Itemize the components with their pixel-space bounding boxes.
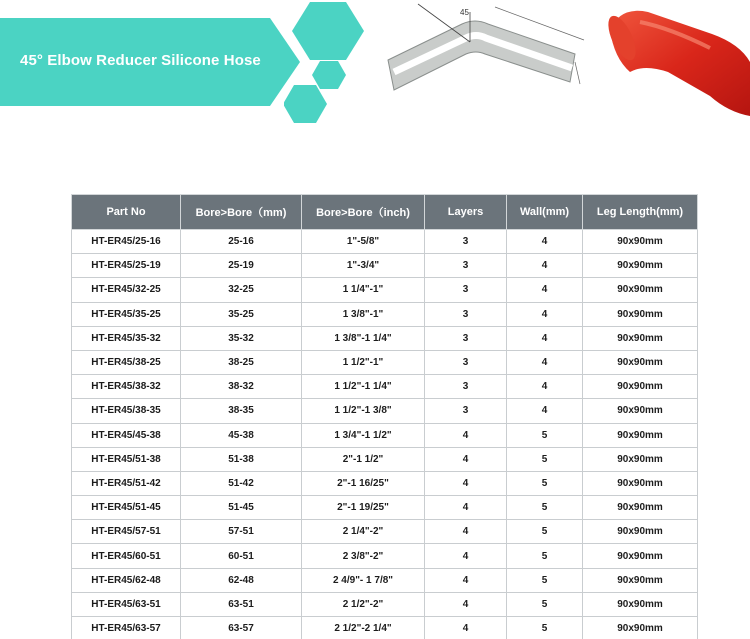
wall-cell: 5 [507, 520, 583, 544]
part-no-cell: HT-ER45/60-51 [72, 544, 181, 568]
layers-cell: 4 [425, 471, 507, 495]
bore-mm-cell: 63-51 [181, 592, 302, 616]
bore-inch-cell: 1 1/4"-1" [302, 278, 425, 302]
layers-cell: 4 [425, 617, 507, 639]
table-row [72, 326, 698, 350]
wall-cell: 4 [507, 375, 583, 399]
part-no-cell: HT-ER45/62-48 [72, 568, 181, 592]
table-row [72, 592, 698, 616]
layers-cell: 3 [425, 326, 507, 350]
table-row [72, 350, 698, 374]
leg-length-cell: 90x90mm [583, 230, 698, 254]
bore-inch-cell: 2 1/2"-2 1/4" [302, 617, 425, 639]
part-no-cell: HT-ER45/35-32 [72, 326, 181, 350]
table-row [72, 447, 698, 471]
bore-inch-cell: 2"-1 16/25" [302, 471, 425, 495]
bore-inch-cell: 2 1/2"-2" [302, 592, 425, 616]
bore-inch-cell: 2 1/4"-2" [302, 520, 425, 544]
part-no-cell: HT-ER45/45-38 [72, 423, 181, 447]
bore-mm-cell: 25-19 [181, 254, 302, 278]
bore-inch-cell: 1 3/8"-1 1/4" [302, 326, 425, 350]
hose-product-image [600, 0, 750, 120]
wall-cell: 5 [507, 568, 583, 592]
part-no-cell: HT-ER45/51-45 [72, 496, 181, 520]
bore-inch-cell: 1 1/2"-1 1/4" [302, 375, 425, 399]
layers-cell: 4 [425, 520, 507, 544]
wall-cell: 4 [507, 254, 583, 278]
leg-length-cell: 90x90mm [583, 423, 698, 447]
wall-cell: 4 [507, 350, 583, 374]
part-no-cell: HT-ER45/63-51 [72, 592, 181, 616]
table-row [72, 568, 698, 592]
bore-mm-cell: 38-35 [181, 399, 302, 423]
bore-mm-cell: 32-25 [181, 278, 302, 302]
col-header-wall: Wall(mm) [507, 195, 583, 230]
table-row [72, 496, 698, 520]
wall-cell: 4 [507, 302, 583, 326]
bore-inch-cell: 1 3/4"-1 1/2" [302, 423, 425, 447]
leg-length-cell: 90x90mm [583, 520, 698, 544]
layers-cell: 3 [425, 230, 507, 254]
part-no-cell: HT-ER45/38-35 [72, 399, 181, 423]
part-no-cell: HT-ER45/57-51 [72, 520, 181, 544]
bore-inch-cell: 1 1/2"-1 3/8" [302, 399, 425, 423]
table-row [72, 399, 698, 423]
spec-table [71, 194, 698, 639]
layers-cell: 4 [425, 592, 507, 616]
table-body [72, 230, 698, 639]
table-row [72, 278, 698, 302]
part-no-cell: HT-ER45/32-25 [72, 278, 181, 302]
wall-cell: 4 [507, 399, 583, 423]
layers-cell: 3 [425, 399, 507, 423]
bore-mm-cell: 35-25 [181, 302, 302, 326]
layers-cell: 4 [425, 496, 507, 520]
bore-mm-cell: 25-16 [181, 230, 302, 254]
leg-length-cell: 90x90mm [583, 568, 698, 592]
leg-length-cell: 90x90mm [583, 617, 698, 639]
table-row [72, 230, 698, 254]
bore-mm-cell: 51-45 [181, 496, 302, 520]
hexagon-decoration [290, 0, 370, 62]
bore-inch-cell: 2 3/8"-2" [302, 544, 425, 568]
table-row [72, 520, 698, 544]
table-row [72, 375, 698, 399]
col-header-bore-inch: Bore>Bore（inch) [302, 195, 425, 230]
col-header-leg-length: Leg Length(mm) [583, 195, 698, 230]
layers-cell: 3 [425, 278, 507, 302]
leg-length-cell: 90x90mm [583, 350, 698, 374]
layers-cell: 3 [425, 254, 507, 278]
leg-length-cell: 90x90mm [583, 302, 698, 326]
wall-cell: 5 [507, 617, 583, 639]
wall-cell: 5 [507, 447, 583, 471]
leg-length-cell: 90x90mm [583, 471, 698, 495]
col-header-part-no: Part No [72, 195, 181, 230]
hexagon-decoration [284, 84, 328, 124]
bore-mm-cell: 38-32 [181, 375, 302, 399]
bore-mm-cell: 35-32 [181, 326, 302, 350]
table-row [72, 471, 698, 495]
wall-cell: 5 [507, 471, 583, 495]
table-row [72, 617, 698, 639]
bore-mm-cell: 57-51 [181, 520, 302, 544]
bore-inch-cell: 2"-1 1/2" [302, 447, 425, 471]
bore-mm-cell: 51-38 [181, 447, 302, 471]
col-header-layers: Layers [425, 195, 507, 230]
leg-length-cell: 90x90mm [583, 496, 698, 520]
wall-cell: 5 [507, 544, 583, 568]
bore-inch-cell: 2"-1 19/25" [302, 496, 425, 520]
bore-inch-cell: 1 1/2"-1" [302, 350, 425, 374]
leg-length-cell: 90x90mm [583, 399, 698, 423]
elbow-diagram [380, 2, 595, 97]
leg-length-cell: 90x90mm [583, 447, 698, 471]
layers-cell: 3 [425, 375, 507, 399]
title-banner [0, 18, 300, 106]
table-row [72, 544, 698, 568]
leg-length-cell: 90x90mm [583, 326, 698, 350]
bore-mm-cell: 38-25 [181, 350, 302, 374]
layers-cell: 4 [425, 423, 507, 447]
bore-inch-cell: 1"-3/4" [302, 254, 425, 278]
leg-length-cell: 90x90mm [583, 278, 698, 302]
wall-cell: 4 [507, 230, 583, 254]
leg-length-cell: 90x90mm [583, 375, 698, 399]
wall-cell: 5 [507, 592, 583, 616]
part-no-cell: HT-ER45/51-38 [72, 447, 181, 471]
page-title: 45° Elbow Reducer Silicone Hose [20, 52, 261, 69]
wall-cell: 5 [507, 496, 583, 520]
wall-cell: 5 [507, 423, 583, 447]
part-no-cell: HT-ER45/38-25 [72, 350, 181, 374]
layers-cell: 4 [425, 568, 507, 592]
table-row [72, 423, 698, 447]
leg-length-cell: 90x90mm [583, 544, 698, 568]
layers-cell: 4 [425, 544, 507, 568]
angle-label: 45 [460, 8, 469, 17]
table-row [72, 254, 698, 278]
table-header [72, 195, 698, 230]
col-header-bore-mm: Bore>Bore（mm) [181, 195, 302, 230]
bore-inch-cell: 2 4/9"- 1 7/8" [302, 568, 425, 592]
leg-length-cell: 90x90mm [583, 592, 698, 616]
bore-inch-cell: 1"-5/8" [302, 230, 425, 254]
bore-mm-cell: 60-51 [181, 544, 302, 568]
part-no-cell: HT-ER45/25-16 [72, 230, 181, 254]
table-row [72, 302, 698, 326]
part-no-cell: HT-ER45/35-25 [72, 302, 181, 326]
bore-mm-cell: 45-38 [181, 423, 302, 447]
layers-cell: 3 [425, 350, 507, 374]
wall-cell: 4 [507, 278, 583, 302]
bore-mm-cell: 63-57 [181, 617, 302, 639]
part-no-cell: HT-ER45/51-42 [72, 471, 181, 495]
leg-length-cell: 90x90mm [583, 254, 698, 278]
wall-cell: 4 [507, 326, 583, 350]
bore-mm-cell: 62-48 [181, 568, 302, 592]
bore-inch-cell: 1 3/8"-1" [302, 302, 425, 326]
part-no-cell: HT-ER45/63-57 [72, 617, 181, 639]
layers-cell: 4 [425, 447, 507, 471]
bore-mm-cell: 51-42 [181, 471, 302, 495]
part-no-cell: HT-ER45/25-19 [72, 254, 181, 278]
layers-cell: 3 [425, 302, 507, 326]
part-no-cell: HT-ER45/38-32 [72, 375, 181, 399]
